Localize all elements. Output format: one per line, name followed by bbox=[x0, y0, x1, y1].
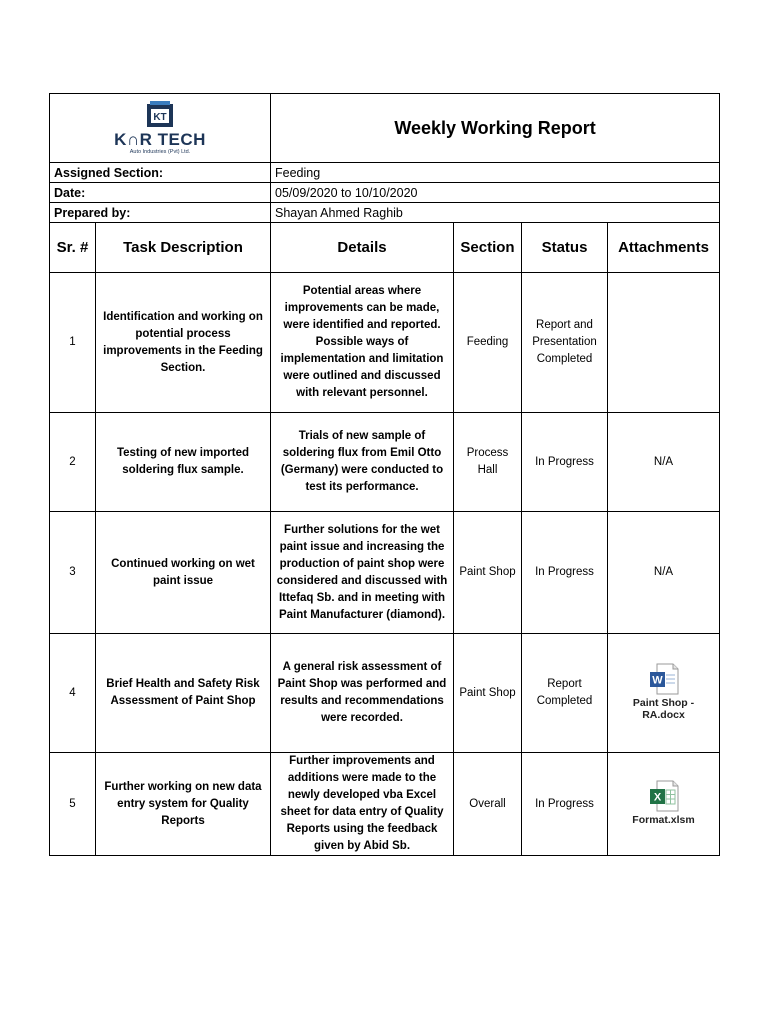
info-label: Assigned Section: bbox=[50, 163, 271, 183]
company-subtitle: Auto Industries (Pvt) Ltd. bbox=[129, 148, 191, 155]
svg-text:KT: KT bbox=[153, 111, 167, 123]
details-cell: A general risk assessment of Paint Shop was performed and results and recommendations were recorded. bbox=[271, 634, 454, 753]
word-document-icon bbox=[649, 663, 679, 695]
svg-text:X: X bbox=[653, 791, 661, 803]
attachment-cell[interactable] bbox=[608, 634, 720, 753]
details-cell: Trials of new sample of soldering flux from Emil Otto (Germany) were conducted to test its performance. bbox=[271, 413, 454, 512]
info-label: Date: bbox=[50, 183, 271, 203]
section-cell: Paint Shop bbox=[454, 512, 522, 634]
details-cell: Further solutions for the wet paint issue and increasing the production of paint shop were considered and discussed with Ittefaq Sb. and in meeting with Paint Manufacturer (diamond). bbox=[271, 512, 454, 634]
sr-cell: 2 bbox=[50, 413, 96, 512]
column-header-status: Status bbox=[522, 223, 608, 273]
section-cell: Paint Shop bbox=[454, 634, 522, 753]
report-title: Weekly Working Report bbox=[271, 94, 720, 163]
sr-cell: 4 bbox=[50, 634, 96, 753]
section-cell: Process Hall bbox=[454, 413, 522, 512]
info-row-section bbox=[50, 163, 720, 183]
svg-text:W: W bbox=[651, 674, 663, 686]
excel-attachment[interactable] bbox=[632, 780, 694, 826]
table-row bbox=[50, 413, 720, 512]
task-cell: Identification and working on potential process improvements in the Feeding Section. bbox=[96, 273, 271, 413]
table-row bbox=[50, 512, 720, 634]
company-logo bbox=[114, 99, 206, 156]
table-row bbox=[50, 273, 720, 413]
info-value: Feeding bbox=[271, 163, 720, 183]
attachment-filename: Paint Shop - RA.docx bbox=[632, 696, 695, 721]
details-cell: Further improvements and additions were made to the newly developed vba Excel sheet for data entry of Quality Reports using the feedback given by Abid Sb. bbox=[271, 753, 454, 856]
word-attachment[interactable] bbox=[612, 663, 715, 721]
status-cell: Report and Presentation Completed bbox=[522, 273, 608, 413]
details-cell: Potential areas where improvements can be made, were identified and reported. Possible ways of implementation and limitation were outlined and discussed with relevant personnel. bbox=[271, 273, 454, 413]
section-cell: Overall bbox=[454, 753, 522, 856]
table-row bbox=[50, 634, 720, 753]
sr-cell: 1 bbox=[50, 273, 96, 413]
info-value: 05/09/2020 to 10/10/2020 bbox=[271, 183, 720, 203]
task-cell: Further working on new data entry system for Quality Reports bbox=[96, 753, 271, 856]
attachment-cell bbox=[608, 273, 720, 413]
company-name: K∩R TECH bbox=[114, 129, 206, 149]
task-cell: Testing of new imported soldering flux sample. bbox=[96, 413, 271, 512]
excel-spreadsheet-icon bbox=[649, 780, 679, 812]
status-cell: In Progress bbox=[522, 512, 608, 634]
column-header-row bbox=[50, 223, 720, 273]
column-header-attachments: Attachments bbox=[608, 223, 720, 273]
attachment-cell: N/A bbox=[608, 512, 720, 634]
column-header-section: Section bbox=[454, 223, 522, 273]
attachment-cell[interactable] bbox=[608, 753, 720, 856]
info-row-date bbox=[50, 183, 720, 203]
sr-cell: 5 bbox=[50, 753, 96, 856]
kortech-logo-icon bbox=[145, 99, 175, 129]
table-row bbox=[50, 753, 720, 856]
task-cell: Brief Health and Safety Risk Assessment of Paint Shop bbox=[96, 634, 271, 753]
weekly-report-table bbox=[49, 93, 720, 856]
section-cell: Feeding bbox=[454, 273, 522, 413]
column-header-details: Details bbox=[271, 223, 454, 273]
info-value: Shayan Ahmed Raghib bbox=[271, 203, 720, 223]
report-header-row bbox=[50, 94, 720, 163]
column-header-sr: Sr. # bbox=[50, 223, 96, 273]
task-cell: Continued working on wet paint issue bbox=[96, 512, 271, 634]
attachment-cell: N/A bbox=[608, 413, 720, 512]
status-cell: Report Completed bbox=[522, 634, 608, 753]
status-cell: In Progress bbox=[522, 753, 608, 856]
column-header-task: Task Description bbox=[96, 223, 271, 273]
sr-cell: 3 bbox=[50, 512, 96, 634]
info-row-prepared-by bbox=[50, 203, 720, 223]
attachment-filename: Format.xlsm bbox=[632, 813, 695, 826]
logo-cell bbox=[50, 94, 271, 163]
info-label: Prepared by: bbox=[50, 203, 271, 223]
status-cell: In Progress bbox=[522, 413, 608, 512]
